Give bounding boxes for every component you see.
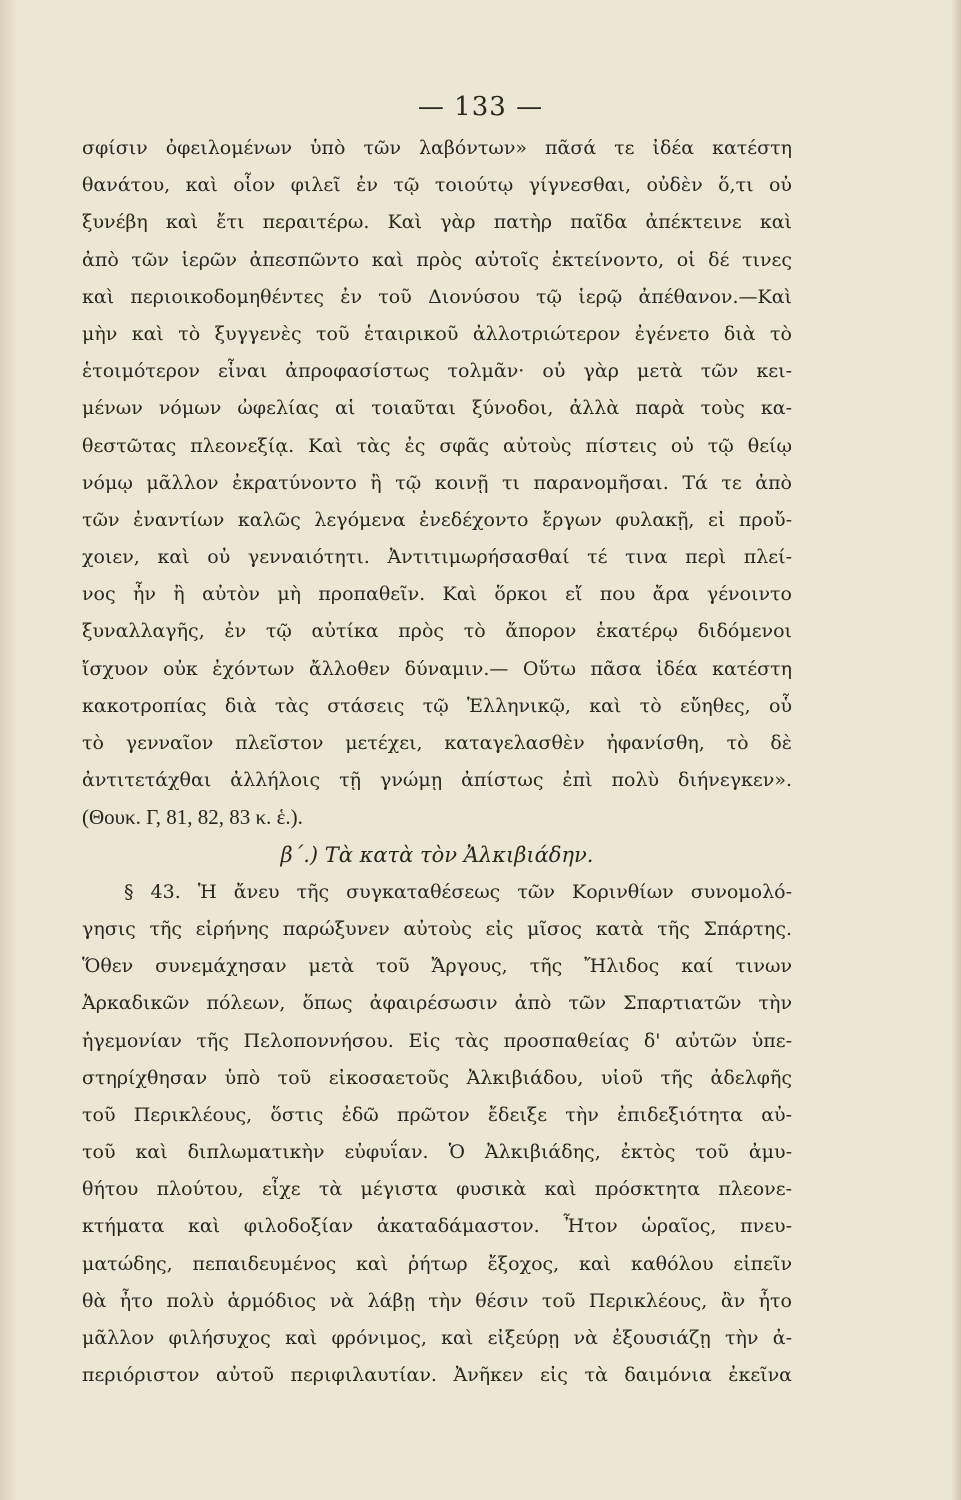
text-line: κακοτροπίας διὰ τὰς στάσεις τῷ Ἑλληνικῷ, καὶ τὸ εὔηθες, οὗ	[82, 694, 792, 717]
page-edge-right	[951, 0, 961, 1500]
text-line: ματώδης, πεπαιδευμένος καὶ ῥήτωρ ἔξοχος, καὶ καθόλου εἰπεῖν	[82, 1252, 792, 1275]
text-line: στηρίχθησαν ὑπὸ τοῦ εἰκοσαετοῦς Ἀλκιβιάδου, υἱοῦ τῆς ἀδελφῆς	[82, 1066, 792, 1089]
text-line: Ὅθεν συνεμάχησαν μετὰ τοῦ Ἄργους, τῆς Ἤλιδος καί τινων	[82, 955, 792, 978]
text-line: γησις τῆς εἰρήνης παρώξυνεν αὐτοὺς εἰς μῖσος κατὰ τῆς Σπάρτης.	[82, 917, 792, 940]
page-number: — 133 —	[417, 92, 544, 122]
page-edge-left	[0, 0, 18, 1500]
text-line: σφίσιν ὀφειλομένων ὑπὸ τῶν λαβόντων» πᾶσά τε ἰδέα κατέστη	[82, 137, 792, 159]
section-heading: β΄.) Τὰ κατὰ τὸν Ἀλκιβιάδην.	[280, 842, 594, 867]
text-line: χοιεν, καὶ οὐ γενναιότητι. Ἀντιτιμωρήσασθαί τέ τινα περὶ πλεί-	[82, 546, 792, 569]
text-line: ἴσχυον οὐκ ἐχόντων ἄλλοθεν δύναμιν.— Οὕτω πᾶσα ἰδέα κατέστη	[82, 657, 792, 680]
text-line: περιόριστον αὐτοῦ περιφιλαυτίαν. Ἀνῆκεν εἰς τὰ δαιμόνια ἐκεῖνα	[82, 1364, 792, 1387]
text-line: ξυνέβη καὶ ἔτι περαιτέρω. Καὶ γὰρ πατὴρ παῖδα ἀπέκτεινε καὶ	[82, 211, 792, 234]
text-line: ἡγεμονίαν τῆς Πελοποννήσου. Εἰς τὰς προσπαθείας δ' αὐτῶν ὑπε-	[82, 1029, 792, 1052]
text-line: θανάτου, καὶ οἷον φιλεῖ ἐν τῷ τοιούτῳ γίγνεσθαι, οὐδὲν ὅ,τι οὐ	[82, 174, 792, 197]
text-line: μὴν καὶ τὸ ξυγγενὲς τοῦ ἑταιρικοῦ ἀλλοτριώτερον ἐγένετο διὰ τὸ	[82, 322, 792, 345]
text-line: μᾶλλον φιλήσυχος καὶ φρόνιμος, καὶ εἰξεύρῃ νὰ ἐξουσιάζῃ τὴν ἀ-	[82, 1327, 792, 1349]
text-line: κτήματα καὶ φιλοδοξίαν ἀκαταδάμαστον. Ἦτον ὡραῖος, πνευ-	[82, 1215, 792, 1238]
text-line: ξυναλλαγῆς, ἐν τῷ αὐτίκα πρὸς τὸ ἄπορον ἑκατέρῳ διδόμενοι	[82, 620, 792, 643]
source-reference: (Θουκ. Γ, 81, 82, 83 κ. ἑ.).	[82, 805, 303, 830]
text-line: Ἀρκαδικῶν πόλεων, ὅπως ἀφαιρέσωσιν ἀπὸ τῶν Σπαρτιατῶν τὴν	[82, 992, 792, 1015]
text-line: θήτου πλούτου, εἶχε τὰ μέγιστα φυσικὰ καὶ πρόσκτητα πλεονε-	[82, 1178, 792, 1201]
text-line: νόμῳ μᾶλλον ἐκρατύνοντο ἢ τῷ κοινῇ τι παρανομῆσαι. Τά τε ἀπὸ	[82, 471, 792, 494]
text-line: τοῦ Περικλέους, ὅστις ἐδῶ πρῶτον ἔδειξε τὴν ἐπιδεξιότητα αὐ-	[82, 1103, 792, 1126]
body-text	[82, 130, 792, 1394]
text-line: θεστῶτας πλεονεξίᾳ. Καὶ τὰς ἐς σφᾶς αὐτοὺς πίστεις οὐ τῷ θείῳ	[82, 434, 792, 457]
text-line: τῶν ἐναντίων καλῶς λεγόμενα ἐνεδέχοντο ἔργων φυλακῇ, εἰ προὔ-	[82, 508, 792, 531]
text-line: καὶ περιοικοδομηθέντες ἐν τοῦ Διονύσου τῷ ἱερῷ ἀπέθανον.—Καὶ	[82, 285, 792, 308]
paragraph-start: § 43. Ἡ ἄνευ τῆς συγκαταθέσεως τῶν Κορινθίων συνομολό-	[124, 880, 792, 903]
text-line: τὸ γενναῖον πλεῖστον μετέχει, καταγελασθὲν ἠφανίσθη, τὸ δὲ	[82, 732, 792, 754]
text-line: ἀπὸ τῶν ἱερῶν ἀπεσπῶντο καὶ πρὸς αὐτοῖς ἐκτείνοντο, οἱ δέ τινες	[82, 248, 792, 271]
text-line: θὰ ἦτο πολὺ ἁρμόδιος νὰ λάβῃ τὴν θέσιν τοῦ Περικλέους, ἂν ἦτο	[82, 1289, 792, 1312]
text-line: ἀντιτετάχθαι ἀλλήλοις τῇ γνώμῃ ἀπίστως ἐπὶ πολὺ διήνεγκεν».	[82, 769, 792, 792]
text-line: τοῦ καὶ διπλωματικὴν εὐφυΐαν. Ὁ Ἀλκιβιάδης, ἐκτὸς τοῦ ἀμυ-	[82, 1141, 792, 1164]
text-line: ἑτοιμότερον εἶναι ἀπροφασίστως τολμᾶν· οὐ γὰρ μετὰ τῶν κει-	[82, 360, 792, 383]
text-line: μένων νόμων ὠφελίας αἱ τοιαῦται ξύνοδοι, ἀλλὰ παρὰ τοὺς κα-	[82, 397, 792, 420]
text-line: νος ἦν ἢ αὐτὸν μὴ προπαθεῖν. Καὶ ὅρκοι εἴ που ἄρα γένοιντο	[82, 583, 792, 606]
